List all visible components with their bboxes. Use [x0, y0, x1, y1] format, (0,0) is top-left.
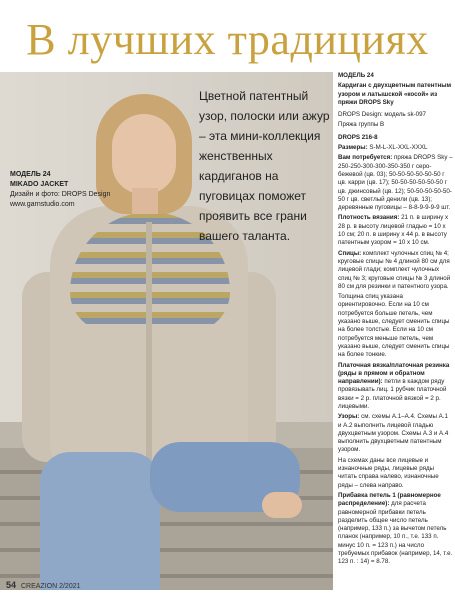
photo-neck	[132, 188, 158, 214]
instr-pattern-no: DROPS 216-8	[338, 133, 378, 141]
page-footer	[6, 580, 81, 590]
page-number: 54	[6, 580, 17, 590]
caption-model: МОДЕЛЬ 24	[10, 171, 51, 178]
instr-title: МОДЕЛЬ 24	[338, 72, 374, 79]
photo-jeans-left	[40, 452, 160, 590]
instr-increase: Прибавка петель 1 (равномерное распределение): для расчета равномерной прибавки петель разделить общее число петель (например, 133 п.) за вычетом петель планок (например, 10 п., т.е. 133 п. минус 10 п. = 123 п.) на число требуемых прибавок (например, 14, т.е. 123 п. : 14) = 8.78.	[338, 491, 453, 566]
instr-charts: На схемах даны все лицевые и изнаночные ряды, лицевые ряды читать справа налево, изнаночные ряды – слева направо.	[338, 456, 439, 489]
caption-name: MIKADO JACKET	[10, 181, 69, 188]
photo-hand	[262, 492, 302, 518]
caption-site: www.garnstudio.com	[10, 201, 75, 208]
instr-note: Толщина спиц указана ориентировочно. Если на 10 см потребуется больше петель, чем указано выше, следует сменить спицы на более толстые. Если на 10 см потребуется меньше петель, чем указано выше, следует сменить спицы на более тонкие.	[338, 293, 450, 359]
instr-patterns: Узоры: см. схемы A.1–A.4. Схемы A.1 и A.2 выполнить лицевой гладью двухцветным узором. Схемы A.3 и A.4 выполнить двухцветным патентным узором.	[338, 413, 449, 454]
instr-yarn-group: Пряжа группы B	[338, 121, 385, 129]
page-headline: В лучших традициях	[26, 15, 429, 64]
instr-density: Плотность вязания: 21 п. в ширину х 28 р. в высоту лицевой гладью = 10 х 10 см; 20 п. в ширину х 44 р. в высоту патентным узором = 10 х 10 см.	[338, 214, 449, 247]
photo-face	[112, 114, 176, 194]
instructions-column	[338, 72, 453, 569]
photo-button-band	[146, 222, 152, 462]
intro-text: Цветной патентный узор, полоски или ажур – эта мини-коллекция женственных кардиганов на пуговицах поможет проявить все грани вашего таланта.	[199, 89, 330, 243]
magazine-issue: CREAZION 2/2021	[20, 583, 81, 590]
instr-rib: Платочная вязка/платочная резинка (ряды в прямом и обратном направлении): петли в каждом ряду провязывать лиц. 1 рубчик платочной вязки = 2 р. платочной вязкой = 2 р. лицевыми.	[338, 361, 450, 410]
instr-needles: Спицы: комплект чулочных спиц № 4; круговые спицы № 4 длиной 80 см для лицевой глади; комплект чулочных спиц № 3; круговые спицы № 3 длиной 80 см для резинки и патентного узора.	[338, 249, 451, 290]
instr-sizes: Размеры: S-M-L-XL-XXL-XXXL	[338, 144, 428, 152]
photo-caption	[10, 170, 120, 210]
instr-subtitle: Кардиган с двухцветным патентным узором и латышской «косой» из пряжи DROPS Sky	[338, 82, 452, 106]
instr-need: Вам потребуется: пряжа DROPS Sky – 250-250-300-300-350-350 г серо-бежевой (цв. 03); 50-50-50-50-50-50 г цв. карри (цв. 17); 50-50-50-50-50-50 г цв. джинсовый (цв. 12); 50-50-50-50-50-50 г цв. светлый денили (цв. 13); деревянные пуговицы – 8-8-9-9-9-9 шт.	[338, 154, 453, 212]
instr-design: DROPS Design: модель sk-097	[338, 111, 426, 119]
caption-credits: Дизайн и фото: DROPS Design	[10, 191, 111, 198]
